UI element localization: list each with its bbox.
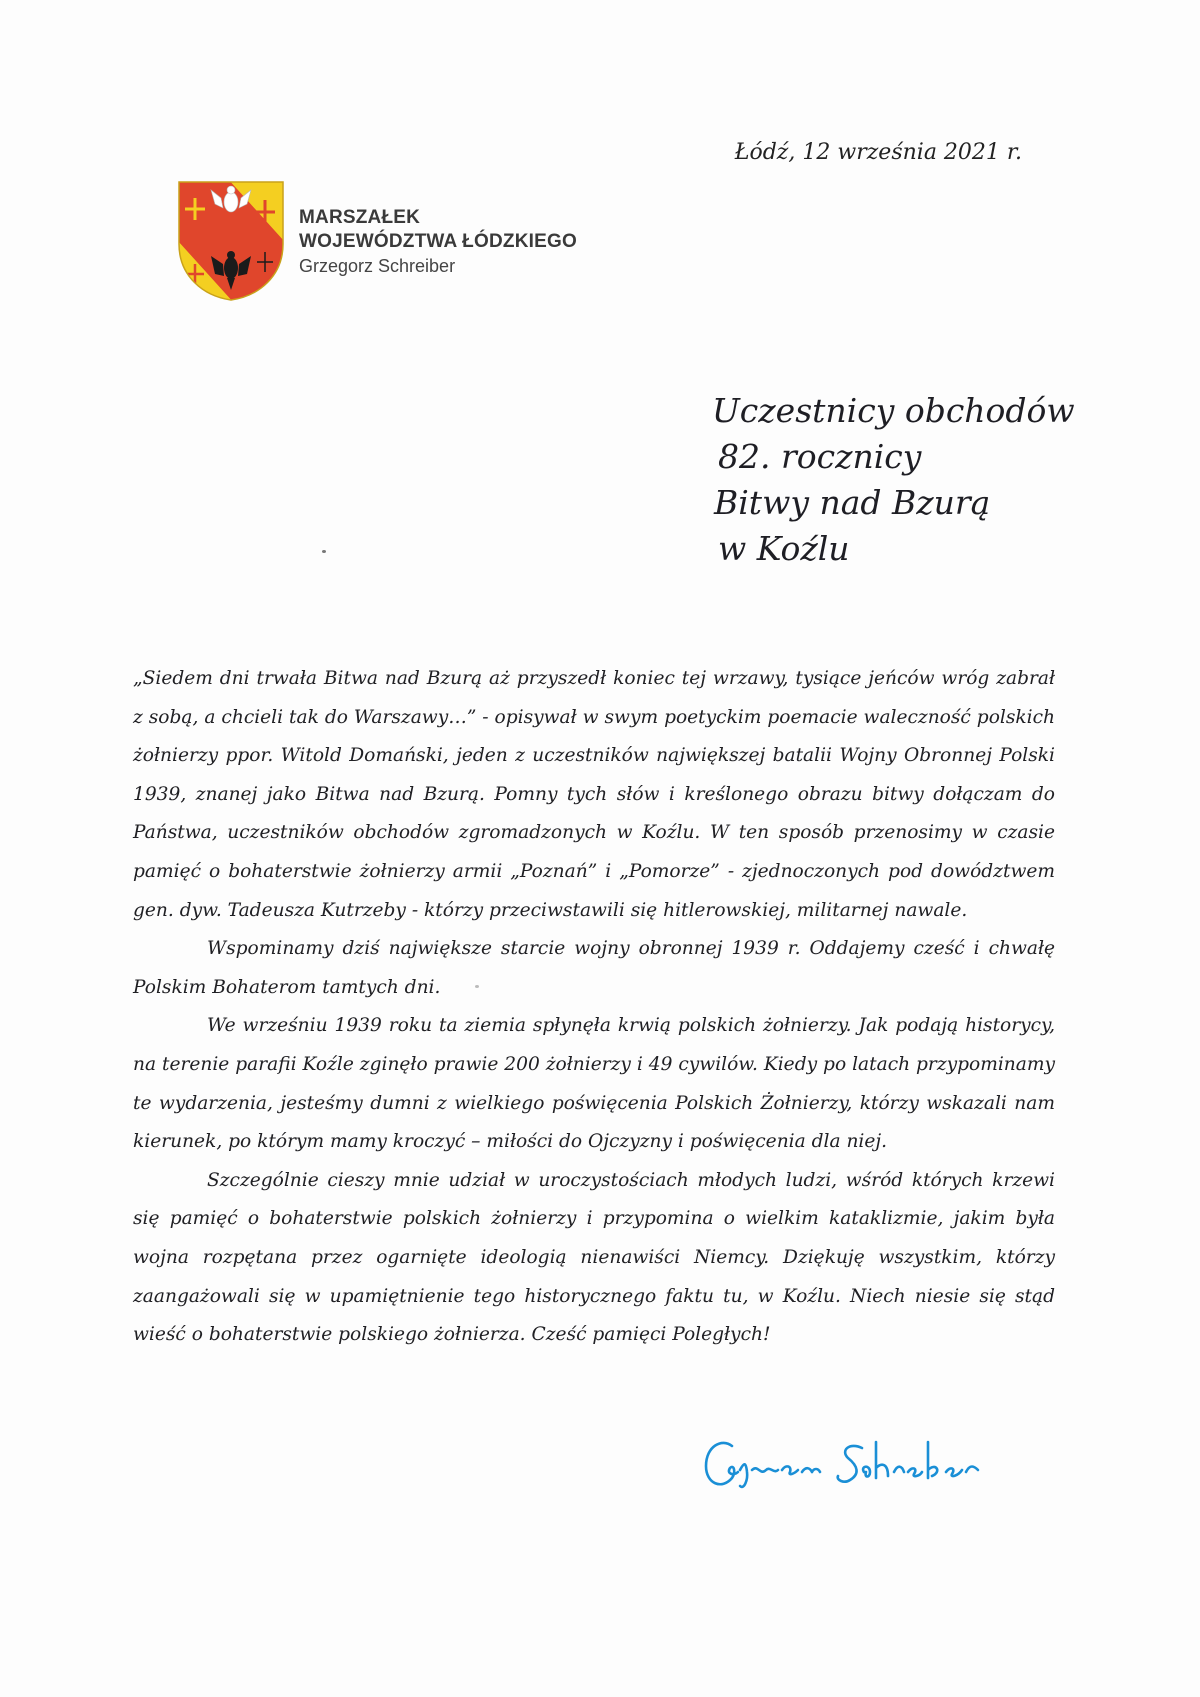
- place-date: Łódź, 12 września 2021 r.: [734, 140, 1022, 165]
- voivodeship-crest-icon: [177, 180, 285, 302]
- addressee-line: Uczestnicy obchodów: [712, 391, 1075, 430]
- addressee-block: [712, 388, 1075, 572]
- body-paragraph: Wspominamy dziś największe starcie wojny obronnej 1939 r. Oddajemy cześć i chwałę Polskim Bohaterom tamtych dni.: [133, 938, 1055, 998]
- issuer-role-line1: MARSZAŁEK: [299, 207, 421, 228]
- addressee-line: 82. rocznicy: [718, 437, 922, 476]
- addressee-line: w Koźlu: [718, 529, 850, 568]
- letter-body: [133, 660, 1055, 1355]
- scan-speck: [475, 985, 479, 988]
- handwritten-signature: [700, 1428, 985, 1508]
- body-paragraph: We wrześniu 1939 roku ta ziemia spłynęła krwią polskich żołnierzy. Jak podają historycy, na terenie parafii Koźle zginęło prawie 200 żołnierzy i 49 cywilów. Kiedy po latach przypominamy te wydarzenia, jesteśmy dumni z wielkiego poświęcenia Polskich Żołnierzy, którzy wskazali nam kierunek, po którym mamy kroczyć – miłości do Ojczyzny i poświęcenia dla niej.: [133, 1015, 1055, 1153]
- scan-speck: [322, 550, 326, 553]
- addressee-line: Bitwy nad Bzurą: [714, 483, 991, 522]
- letterhead: [177, 180, 577, 302]
- body-paragraph: Szczególnie cieszy mnie udział w uroczystościach młodych ludzi, wśród których krzewi się pamięć o bohaterstwie polskich żołnierzy i przypomina o wielkim kataklizmie, jakim była wojna rozpętana przez ogarnięte ideologią nienawiści Niemcy. Dziękuję wszystkim, którzy zaangażowali się w upamiętnienie tego historycznego faktu tu, w Koźlu. Niech niesie się stąd wieść o bohaterstwie polskiego żołnierza. Cześć pamięci Poległych!: [133, 1169, 1055, 1346]
- issuer-block: [299, 206, 577, 278]
- issuer-name: Grzegorz Schreiber: [299, 256, 456, 276]
- issuer-role-line2: WOJEWÓDZTWA ŁÓDZKIEGO: [299, 231, 577, 252]
- body-paragraph: „Siedem dni trwała Bitwa nad Bzurą aż przyszedł koniec tej wrzawy, tysiące jeńców wróg zabrał z sobą, a chcieli tak do Warszawy…” - opisywał w swym poetyckim poemacie waleczność polskich żołnierzy ppor. Witold Domański, jeden z uczestników największej batalii Wojny Obronnej Polski 1939, znanej jako Bitwa nad Bzurą. Pomny tych słów i kreślonego obrazu bitwy dołączam do Państwa, uczestników obchodów zgromadzonych w Koźlu. W ten sposób przenosimy w czasie pamięć o bohaterstwie żołnierzy armii „Poznań” i „Pomorze” - zjednoczonych pod dowództwem gen. dyw. Tadeusza Kutrzeby - którzy przeciwstawili się hitlerowskiej, militarnej nawale.: [133, 668, 1055, 921]
